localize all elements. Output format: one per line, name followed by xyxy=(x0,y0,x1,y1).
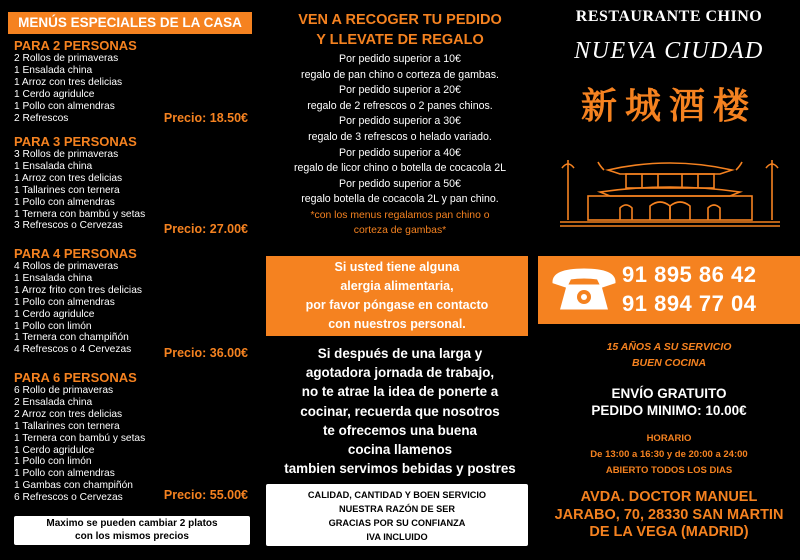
menu-item: 1 Cerdo agridulce xyxy=(14,88,95,100)
offer-note: *con los menus regalamos pan chino o xyxy=(310,209,490,221)
restaurant-label: RESTAURANTE CHINO xyxy=(575,8,763,25)
allergy-line: Si usted tiene alguna xyxy=(334,260,460,274)
opening-hours xyxy=(538,431,800,479)
promo-text xyxy=(262,344,538,478)
menu-heading: PARA 2 PERSONAS xyxy=(14,38,137,53)
shipping-info xyxy=(538,385,800,419)
note-line: Maximo se pueden cambiar 2 platos xyxy=(46,518,218,529)
menu-item: 1 Cerdo agridulce xyxy=(14,308,95,320)
menu-item: 1 Ternera con champiñón xyxy=(14,332,129,344)
slogan-line: 15 AÑOS A SU SERVICIO xyxy=(606,341,732,353)
menu-item: 1 Ternera con bambú y setas xyxy=(14,432,146,444)
offer-line: Por pedido superior a 30€ xyxy=(339,115,461,128)
promo-line: cocina llamenos xyxy=(347,442,453,458)
promo-line: agotadora jornada de trabajo, xyxy=(305,365,495,381)
address-line: JARABO, 70, 28330 SAN MARTIN xyxy=(554,506,784,523)
menu-heading: PARA 3 PERSONAS xyxy=(14,134,137,149)
offer-note: corteza de gambas* xyxy=(353,225,447,237)
phone-number[interactable]: 91 895 86 42 xyxy=(622,262,757,287)
restaurant-name: NUEVA CIUDAD xyxy=(574,38,764,64)
promo-line: Si después de una larga y xyxy=(317,346,483,361)
chinese-name: 新城酒楼 xyxy=(580,85,757,127)
menu-item: 6 Rollo de primaveras xyxy=(14,385,114,396)
menu-item: 1 Arroz con tres delicias xyxy=(14,76,123,88)
temple-building-icon xyxy=(560,148,780,228)
menu-price: Precio: 36.00€ xyxy=(163,346,248,360)
menu-item: 2 Rollos de primaveras xyxy=(14,53,119,64)
offer-line: regalo de 2 refrescos o 2 panes chinos. xyxy=(307,99,493,112)
promo-line: cocinar, recuerda que nosotros xyxy=(300,403,500,419)
restaurant-info-panel xyxy=(538,0,800,560)
menu-item: 1 Ternera con bambú y setas xyxy=(14,208,146,220)
pickup-offers-panel xyxy=(262,0,538,560)
menu-item: 1 Ensalada china xyxy=(14,160,93,172)
menu-item: 1 Pollo con limón xyxy=(14,456,92,468)
offer-line: regalo de licor chino o botella de cocacola 2L xyxy=(293,162,506,175)
menu-price: Precio: 55.00€ xyxy=(163,488,248,502)
allergy-line: alergia alimentaria, xyxy=(340,279,454,293)
pickup-headline xyxy=(262,10,538,50)
quality-line: GRACIAS POR SU CONFIANZA xyxy=(328,518,466,528)
phone-number[interactable]: 91 894 77 04 xyxy=(622,291,757,316)
menu-item: 2 Ensalada china xyxy=(14,396,93,408)
menu-4-personas xyxy=(14,246,250,362)
address-line: AVDA. DOCTOR MANUEL xyxy=(580,489,758,505)
hours-line: De 13:00 a 16:30 y de 20:00 a 24:00 xyxy=(590,449,748,460)
menu-heading: PARA 6 PERSONAS xyxy=(14,370,137,385)
years-slogan xyxy=(538,339,800,371)
special-menus-panel xyxy=(0,0,262,560)
offer-line: Por pedido superior a 10€ xyxy=(339,53,461,65)
menu-item: 1 Tallarines con ternera xyxy=(14,184,120,196)
shipping-line: ENVÍO GRATUITO xyxy=(611,386,727,401)
quality-line: IVA INCLUIDO xyxy=(366,532,428,542)
phone-box xyxy=(538,256,800,324)
headline-line: VEN A RECOGER TU PEDIDO xyxy=(298,12,502,28)
promo-line: tambien servimos bebidas y postres xyxy=(284,461,516,477)
menu-3-personas xyxy=(14,134,250,238)
menu-item: 1 Cerdo agridulce xyxy=(14,444,95,456)
menu-item: 2 Arroz con tres delicias xyxy=(14,408,123,420)
promo-line: te ofrecemos una buena xyxy=(322,422,478,438)
menu-item: 1 Pollo con limón xyxy=(14,320,92,332)
menu-item: 1 Ensalada china xyxy=(14,272,93,284)
slogan-line: BUEN COCINA xyxy=(631,357,707,369)
telephone-icon xyxy=(550,264,618,314)
promo-line: no te atrae la idea de ponerte a xyxy=(301,384,499,400)
allergy-line: por favor póngase en contacto xyxy=(305,298,489,312)
allergy-line: con nuestros personal. xyxy=(328,317,466,331)
menu-item: 3 Rollos de primaveras xyxy=(14,149,119,160)
menu-item: 4 Rollos de primaveras xyxy=(14,261,119,272)
address-line: DE LA VEGA (MADRID) xyxy=(589,524,749,540)
menu-item: 3 Refrescos o Cervezas xyxy=(14,220,123,232)
offer-line: Por pedido superior a 20€ xyxy=(339,84,461,97)
offer-line: Por pedido superior a 50€ xyxy=(339,177,461,190)
note-line: con los mismos precios xyxy=(75,531,189,542)
menu-item: 1 Gambas con champiñón xyxy=(14,480,133,492)
offers-list xyxy=(262,52,538,238)
minimum-order: PEDIDO MINIMO: 10.00€ xyxy=(591,403,747,418)
menu-item: 1 Pollo con almendras xyxy=(14,296,115,308)
menu-item: 1 Arroz frito con tres delicias xyxy=(14,284,142,296)
offer-line: Por pedido superior a 40€ xyxy=(339,146,461,159)
menu-item: 1 Ensalada china xyxy=(14,64,93,76)
menu-2-personas xyxy=(14,38,250,130)
headline-line: Y LLEVATE DE REGALO xyxy=(316,32,484,48)
quality-line: NUESTRA RAZÓN DE SER xyxy=(338,504,456,514)
address xyxy=(538,489,800,542)
substitution-note xyxy=(14,516,250,545)
offer-line: regalo botella de cocacola 2L y pan chino. xyxy=(301,193,499,206)
quality-line: CALIDAD, CANTIDAD Y BOEN SERVICIO xyxy=(307,490,487,500)
menus-title: MENÚS ESPECIALES DE LA CASA xyxy=(8,12,252,34)
menu-price: Precio: 18.50€ xyxy=(163,111,248,125)
hours-line: ABIERTO TODOS LOS DIAS xyxy=(605,465,733,476)
menu-price: Precio: 27.00€ xyxy=(163,222,248,236)
allergy-notice xyxy=(266,256,528,336)
menu-item: 1 Pollo con almendras xyxy=(14,468,115,480)
menu-item: 4 Refrescos o 4 Cervezas xyxy=(14,344,132,356)
menu-item: 6 Refrescos o Cervezas xyxy=(14,492,123,504)
offer-line: regalo de pan chino o corteza de gambas. xyxy=(301,68,499,81)
quality-box xyxy=(266,484,528,546)
menu-item: 1 Pollo con almendras xyxy=(14,196,115,208)
menu-item: 2 Refrescos xyxy=(14,112,69,124)
menu-item: 1 Tallarines con ternera xyxy=(14,420,120,432)
menu-item: 1 Pollo con almendras xyxy=(14,100,115,112)
menu-item: 1 Arroz con tres delicias xyxy=(14,172,123,184)
menu-heading: PARA 4 PERSONAS xyxy=(14,246,137,261)
offer-line: regalo de 3 refrescos o helado variado. xyxy=(308,130,492,143)
hours-title: HORARIO xyxy=(646,433,692,444)
menu-6-personas xyxy=(14,370,250,510)
